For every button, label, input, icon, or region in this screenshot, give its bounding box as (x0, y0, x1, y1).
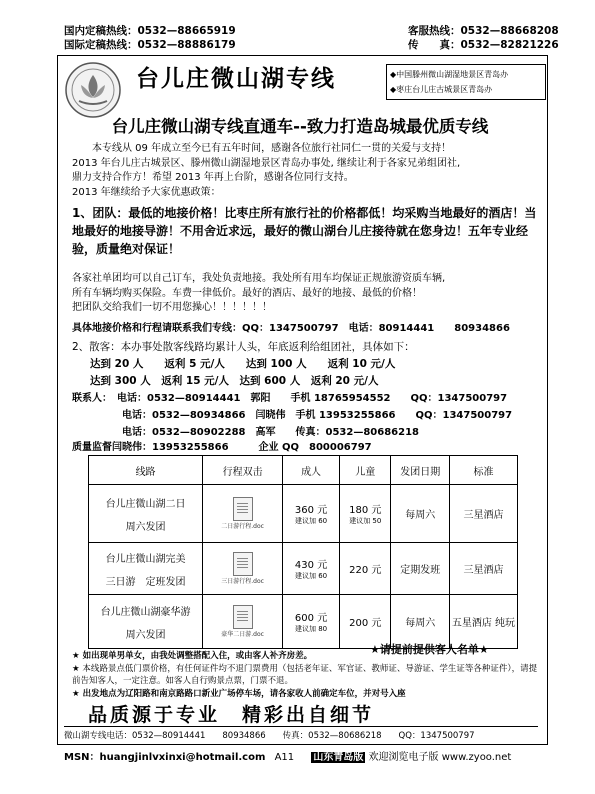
doc-name: 二日游行程.doc (221, 522, 264, 530)
hotel-standard: 三星酒店 (449, 543, 517, 595)
intro-line: 2013 年继续给予大家优惠政策： (72, 186, 221, 198)
office-item: ◆中国滕州微山湖湿地景区青岛办 (390, 70, 509, 79)
route-name: 台儿庄微山湖豪华游 (100, 606, 191, 618)
international-hotline: 国际定稿热线：0532—88886179 (64, 39, 236, 51)
rebate-list (90, 356, 556, 390)
individual-policy: 2、散客：本办事处散客线路均累计人头，年底返利给组团社，具体如下： (72, 341, 415, 353)
itinerary-doc-link[interactable] (203, 485, 283, 543)
document-icon (233, 497, 253, 521)
name-list-request: ★请提前提供客人名单★ (370, 643, 489, 656)
adult-price-cell (283, 543, 340, 595)
contact-row: 电话：0532—80934866 闫晓伟 手机 13953255866 QQ：1347500797 (72, 410, 513, 421)
child-price-cell (340, 485, 391, 543)
adult-price: 360 元 (294, 505, 328, 516)
departure-date: 定期发班 (391, 543, 450, 595)
route-name: 台儿庄微山湖完美 (105, 553, 186, 565)
lotus-logo-icon (64, 61, 122, 119)
page-title: 台儿庄微山湖专线 (136, 65, 336, 92)
itinerary-doc-link[interactable] (203, 595, 283, 649)
note-item: ★ 本线路景点低门票价格，有任何证件均不退门票费用（包括老年证、军官证、教师证、导游证、学生证等各种证件），请提前告知客人，一定注意。如客人自行购景点票，门票不退。 (72, 663, 538, 686)
route-cell (89, 543, 203, 595)
child-note: 建议加 50 (349, 517, 382, 525)
notes-list (72, 650, 538, 700)
document-icon (233, 605, 253, 629)
departure-date: 每周六 (391, 595, 450, 649)
route-schedule: 周六发团 (125, 629, 166, 641)
intro-line: 本专线从 09 年成立至今已有五年时间，感谢各位旅行社同仁一贯的关爱与支持！ (72, 143, 452, 154)
table-header-row (89, 456, 518, 485)
hotel-standard: 五星酒店 纯玩 (449, 595, 517, 649)
child-price: 220 元 (340, 543, 391, 595)
contact-line: 具体地接价格和行程请联系我们专线：QQ：1347500797 电话：80914441 80934866 (72, 323, 510, 334)
rebate-line: 达到 300 人 返利 15 元/人 达到 600 人 返利 20 元/人 (90, 375, 379, 387)
bottom-bar (64, 748, 538, 763)
adult-note: 建议加 60 (294, 517, 328, 525)
website-link[interactable]: 欢迎浏览电子版 www.zyoo.net (368, 752, 512, 763)
office-list (386, 64, 546, 100)
document-icon (233, 552, 253, 576)
route-schedule: 三日游 定班发团 (105, 576, 186, 588)
col-child: 儿童 (340, 456, 391, 485)
table-row (89, 485, 518, 543)
policy-text (72, 272, 538, 316)
table-row (89, 543, 518, 595)
itinerary-doc-link[interactable] (203, 543, 283, 595)
page-number: A11 (274, 752, 295, 763)
intro-line: 2013 年台儿庄古城景区、滕州微山湖湿地景区青岛办事处, 继续让利于各家兄弟组团社, (72, 157, 461, 169)
hotel-standard: 三星酒店 (449, 485, 517, 543)
col-route: 线路 (89, 456, 203, 485)
col-itinerary: 行程双击 (203, 456, 283, 485)
footer-contact: 微山湖专线电话：0532—80914441 80934866 传真：0532—80686218 QQ：1347500797 (64, 726, 538, 741)
adult-price-cell (283, 485, 340, 543)
team-policy: 1、团队：最低的地接价格！比枣庄所有旅行社的价格都低！均采购当地最好的酒店！当地最好的地接导游！不用舍近求远，最好的微山湖台儿庄接待就在您身边！五年专业经验，质量绝对保证！ (72, 206, 537, 256)
adult-note: 建议加 60 (294, 572, 328, 580)
service-hotline: 客服热线：0532—88668208 (408, 25, 559, 37)
quality-supervisor: 质量监督闫晓伟：13953255866 企业 QQ 800006797 (72, 442, 372, 453)
contact-row: 联系人： 电话：0532—80914441 郭阳 手机 18765954552 QQ：1347500797 (72, 393, 508, 404)
col-standard: 标准 (449, 456, 517, 485)
price-table (88, 455, 518, 649)
adult-price: 430 元 (294, 560, 328, 571)
col-adult: 成人 (283, 456, 340, 485)
departure-date: 每周六 (391, 485, 450, 543)
route-schedule: 周六发团 (125, 521, 166, 533)
intro-text (72, 142, 538, 200)
banner-headline: 台儿庄微山湖专线直通车--致力打造岛城最优质专线 (111, 117, 489, 136)
slogan: 品质源于专业 精彩出自细节 (88, 704, 375, 726)
route-cell (89, 485, 203, 543)
msn-contact: MSN：huangjinlvxinxi@hotmail.com (64, 752, 266, 763)
note-item: ★ 出发地点为辽阳路和南京路路口新业广场停车场，请各家收人前确定车位，并对号入座 (72, 688, 406, 699)
policy-line: 把团队交给我们一切不用您操心！！！！！！ (72, 302, 272, 313)
note-item: ★ 如出现单男单女，由我处调整搭配入住，或由客人补齐房差。 (72, 651, 313, 661)
adult-note: 建议加 80 (294, 625, 328, 633)
route-cell (89, 595, 203, 649)
rebate-line: 达到 20 人 返利 5 元/人 达到 100 人 返利 10 元/人 (90, 358, 396, 370)
adult-price: 600 元 (294, 613, 328, 624)
doc-name: 豪华二日游.doc (221, 630, 264, 638)
intro-line: 鼎力支持合作方！希望 2013 年再上台阶，感谢各位同行支持。 (72, 172, 354, 183)
policy-line: 各家社单团均可以自己订车，我处负责地接。我处所有用车均保证正规旅游资质车辆, (72, 273, 446, 284)
contact-row: 电话：0532—80902288 高军 传真：0532—80686218 (72, 427, 419, 438)
contact-list (72, 390, 538, 441)
child-price: 180 元 (349, 505, 382, 516)
doc-name: 三日游行程.doc (221, 577, 264, 585)
domestic-hotline: 国内定稿热线：0532—88665919 (64, 25, 236, 37)
office-item: ◆枣庄台儿庄古城景区青岛办 (390, 85, 493, 94)
route-name: 台儿庄微山湖二日 (105, 498, 186, 510)
policy-line: 所有车辆均购买保险。车费一律低价。最好的酒店、最好的地接、最低的价格！ (72, 287, 422, 299)
col-date: 发团日期 (391, 456, 450, 485)
edition-brand: 山东青岛版 (313, 752, 364, 763)
child-price: 200 元 (340, 595, 391, 649)
adult-price-cell (283, 595, 340, 649)
fax-number: 传 真：0532—82821226 (408, 39, 559, 51)
